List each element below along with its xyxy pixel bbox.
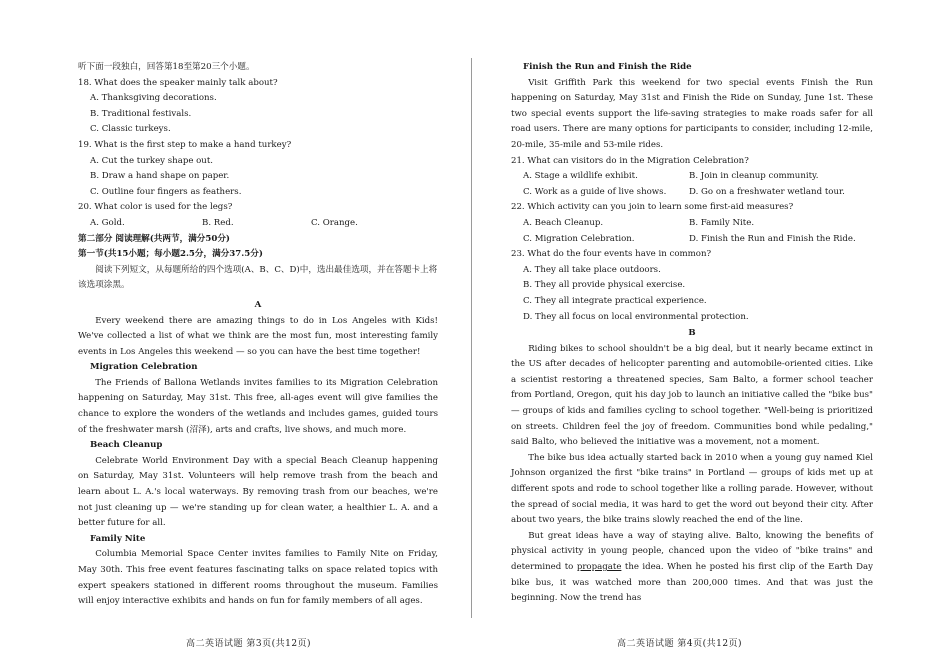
option-21d: D. Go on a freshwater wetland tour.	[689, 186, 845, 197]
left-column	[78, 60, 438, 610]
option-22a: A. Beach Cleanup.	[523, 217, 604, 228]
instruction-line-2: 该选项涂黑。	[78, 280, 130, 291]
beach-cleanup-title: Beach Cleanup	[90, 440, 163, 451]
question-19: 19. What is the first step to make a hand turkey?	[78, 139, 292, 150]
option-18c: C. Classic turkeys.	[90, 124, 171, 135]
question-20: 20. What color is used for the legs?	[78, 202, 233, 213]
page-footer-left: 高二英语试题 第3页(共12页)	[186, 639, 312, 649]
options-22-cd	[511, 232, 873, 248]
instruction-line-1: 阅读下列短文，从每题所给的四个选项(A、B、C、D)中，选出最佳选项，并在答题卡上将	[95, 264, 438, 275]
options-20	[78, 216, 438, 232]
option-20a: A. Gold.	[90, 217, 125, 228]
question-23: 23. What do the four events have in common?	[511, 249, 712, 260]
beach-cleanup-text: Celebrate World Environment Day with a special Beach Cleanup happening on Saturday, May 31st. Volunteers will help remove trash from the beach and learn about L. A.'s local waterways. By removing trash from our beaches, we're not just cleaning up — we're standing up for clean water, a healthier L. A. and a better future for all.	[78, 455, 438, 529]
page-footer-right: 高二英语试题 第4页(共12页)	[617, 639, 743, 649]
family-nite-text: Columbia Memorial Space Center invites families to Family Nite on Friday, May 30th. This free event features fascinating talks on space related topics with expert speakers stationed in different rooms throughout the museum. Families will enjoy interactive exhibits and hands on fun for family members of all ages.	[78, 549, 438, 607]
question-18: 18. What does the speaker mainly talk about?	[78, 77, 278, 88]
option-23a: A. They all take place outdoors.	[523, 264, 661, 275]
migration-text: The Friends of Ballona Wetlands invites families to its Migration Celebration happening on Saturday, May 31st. This free, all-ages event will give families the chance to explore the wonders of the wetlands and includes games, guided tours of the freshwater marsh (沼泽), arts and crafts, live shows, and much more.	[78, 377, 438, 435]
finish-run-text: Visit Griffith Park this weekend for two special events Finish the Run happening on Saturday, May 31st and Finish the Ride on Sunday, June 1st. These two special events support the life-saving strategies to make roads safer for all road users. There are many options for participants to consider, including 12-mile, 20-mile, 35-mile and 53-mile rides.	[511, 77, 873, 150]
para-3-end: the idea. When he posted his first clip of the Earth Day bike bus, it was watched more than 200,000 times. And that was just the beginning. Now the trend has	[511, 562, 873, 604]
options-22-ab	[511, 216, 873, 232]
option-21b: B. Join in cleanup community.	[689, 171, 819, 182]
passage-a-letter: A	[254, 299, 262, 310]
passage-b-letter: B	[688, 328, 696, 339]
right-column	[511, 60, 873, 607]
option-19c: C. Outline four fingers as feathers.	[90, 186, 242, 197]
passage-b-para-3	[511, 529, 873, 607]
passage-b-para-2: The bike bus idea actually started back in 2010 when a young guy named Kiel Johnson organized the first "bike trains" in Portland — groups of kids met up at different spots and rode to school together like a rolling parade. However, without the spread of social media, it was hard to get the word out beyond their city. After about two years, the bike trains slowly reached the end of the line.	[511, 452, 873, 526]
passage-b-para-1: Riding bikes to school shouldn't be a big deal, but it nearly became extinct in the US after decades of helicopter parenting and automobile-oriented cities. Like a scientist restoring a threatened species, Sam Balto, a former school teacher from Portland, Oregon, quit his day job to launch an initiative called the "bike bus" — groups of kids and families cycling to school together. "Well-being is prioritized on streets. Children feel the joy of freedom. Communities bond while pedaling," said Balto, who believed the initiative was a movement, not a moment.	[511, 343, 873, 448]
column-divider	[471, 58, 472, 618]
finish-run-title: Finish the Run and Finish the Ride	[523, 62, 692, 72]
section-1-heading: 第一节(共15小题；每小题2.5分，满分37.5分)	[78, 249, 263, 260]
option-22d: D. Finish the Run and Finish the Ride.	[689, 233, 856, 244]
option-22b: B. Family Nite.	[689, 217, 755, 228]
option-21c: C. Work as a guide of live shows.	[523, 186, 667, 197]
option-18a: A. Thanksgiving decorations.	[90, 93, 217, 104]
option-20c: C. Orange.	[311, 217, 358, 228]
option-23c: C. They all integrate practical experience.	[523, 295, 707, 306]
option-23d: D. They all focus on local environmental protection.	[523, 311, 749, 322]
underlined-word-propagate: propagate	[576, 562, 622, 572]
question-22: 22. Which activity can you join to learn some first-aid measures?	[511, 202, 794, 213]
part-2-heading: 第二部分 阅读理解(共两节，满分50分)	[78, 233, 230, 244]
listening-intro: 听下面一段独白，回答第18至第20三个小题。	[78, 62, 255, 72]
option-21a: A. Stage a wildlife exhibit.	[523, 171, 638, 182]
option-20b: B. Red.	[202, 217, 234, 228]
passage-a-intro: Every weekend there are amazing things to do in Los Angeles with Kids! We've collected a list of what we think are the most fun, most interesting family events in Los Angeles this weekend — so you can have the best time together!	[78, 315, 438, 357]
option-22c: C. Migration Celebration.	[523, 233, 635, 244]
question-21: 21. What can visitors do in the Migration Celebration?	[511, 155, 749, 166]
options-21-ab	[511, 169, 873, 185]
family-nite-title: Family Nite	[90, 533, 146, 544]
options-21-cd	[511, 185, 873, 201]
migration-title: Migration Celebration	[90, 362, 198, 373]
option-19a: A. Cut the turkey shape out.	[90, 155, 214, 166]
option-19b: B. Draw a hand shape on paper.	[90, 171, 230, 182]
option-18b: B. Traditional festivals.	[90, 108, 192, 119]
para-3-start: But great ideas have a way of staying alive. Balto, knowing the benefits of physical activity in young people, chanced upon the video of "bike trains" and determined to	[511, 530, 873, 572]
option-23b: B. They all provide physical exercise.	[523, 280, 686, 291]
